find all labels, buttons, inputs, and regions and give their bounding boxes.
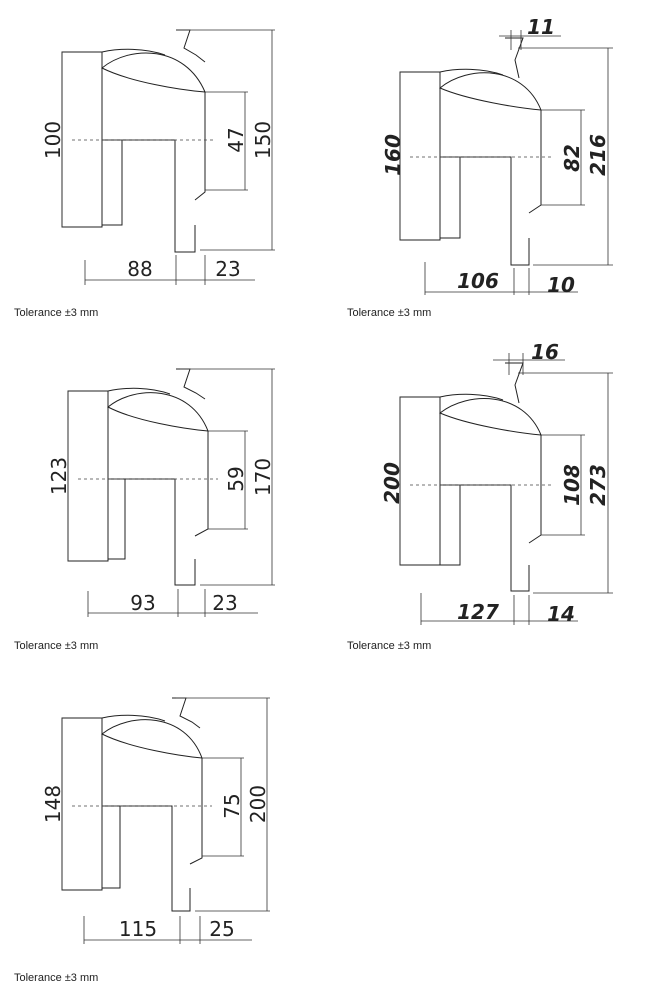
dim-outer-label: 160 (381, 134, 405, 176)
right-edge (529, 110, 541, 213)
hood-shape (440, 399, 541, 435)
vent-drawing (333, 333, 633, 633)
bracket (505, 38, 523, 78)
dim-top-label: 11 (527, 15, 555, 39)
tolerance-note: Tolerance ±3 mm (14, 972, 99, 984)
dim-flange-label: 23 (215, 257, 241, 281)
dim-top-label: 16 (531, 340, 559, 364)
dim-center-label: 47 (224, 127, 248, 153)
right-edge (190, 758, 202, 864)
dim-outer-label: 100 (41, 120, 65, 160)
dim-depth-label: 115 (118, 917, 158, 941)
hood-shape (102, 53, 205, 92)
hood-shape (108, 393, 208, 431)
dim-depth-label: 93 (130, 591, 156, 615)
dim-outer-label: 123 (47, 456, 71, 496)
dim-center-label: 108 (560, 464, 584, 506)
outer-body (460, 485, 529, 591)
dim-depth-label: 106 (457, 269, 499, 293)
vent-drawing (0, 0, 300, 300)
dim-flange-label: 25 (209, 917, 235, 941)
right-edge (529, 435, 541, 543)
inner-body (108, 479, 125, 559)
outer-ring (400, 72, 440, 240)
outer-body (122, 140, 195, 252)
hood-shape (102, 720, 202, 758)
diagram-panel (0, 333, 300, 653)
vent-drawing (0, 333, 300, 633)
tolerance-note: Tolerance ±3 mm (14, 307, 99, 319)
vent-drawing (333, 0, 633, 300)
right-edge (195, 92, 205, 200)
outer-ring (62, 52, 102, 227)
inner-body (440, 485, 460, 565)
inner-body (102, 806, 120, 888)
dim-height-label: 170 (251, 457, 275, 497)
bracket (172, 698, 200, 728)
outer-body (120, 806, 190, 911)
bracket (176, 30, 205, 62)
inner-body (102, 140, 122, 225)
dim-depth-label: 127 (457, 600, 499, 624)
diagram-panel (0, 0, 300, 320)
tolerance-note: Tolerance ±3 mm (347, 640, 432, 652)
tolerance-note: Tolerance ±3 mm (347, 307, 432, 319)
dim-depth-label: 88 (127, 257, 153, 281)
dim-height-label: 150 (251, 120, 275, 160)
vent-drawing (0, 666, 300, 966)
tolerance-note: Tolerance ±3 mm (14, 640, 99, 652)
dim-height-label: 216 (586, 134, 610, 176)
dim-flange-label: 23 (212, 591, 238, 615)
hood-shape (440, 73, 541, 110)
dim-center-label: 59 (224, 466, 248, 492)
dim-outer-label: 200 (380, 462, 404, 504)
outer-body (125, 479, 195, 585)
diagram-panel (0, 666, 300, 986)
outer-body (460, 157, 529, 265)
dim-height-label: 273 (586, 464, 610, 506)
right-edge (195, 431, 208, 536)
diagram-panel (333, 333, 633, 653)
outer-ring (68, 391, 108, 561)
dim-center-label: 82 (560, 144, 584, 172)
bracket (176, 369, 205, 399)
outer-ring (62, 718, 102, 890)
outer-ring (400, 397, 440, 565)
dim-flange-label: 10 (547, 273, 575, 297)
diagram-panel (333, 0, 633, 320)
dim-flange-label: 14 (547, 602, 575, 626)
bracket (505, 363, 523, 403)
inner-body (440, 157, 460, 238)
dim-height-label: 200 (246, 784, 270, 824)
dim-center-label: 75 (220, 793, 244, 819)
dim-outer-label: 148 (41, 784, 65, 824)
